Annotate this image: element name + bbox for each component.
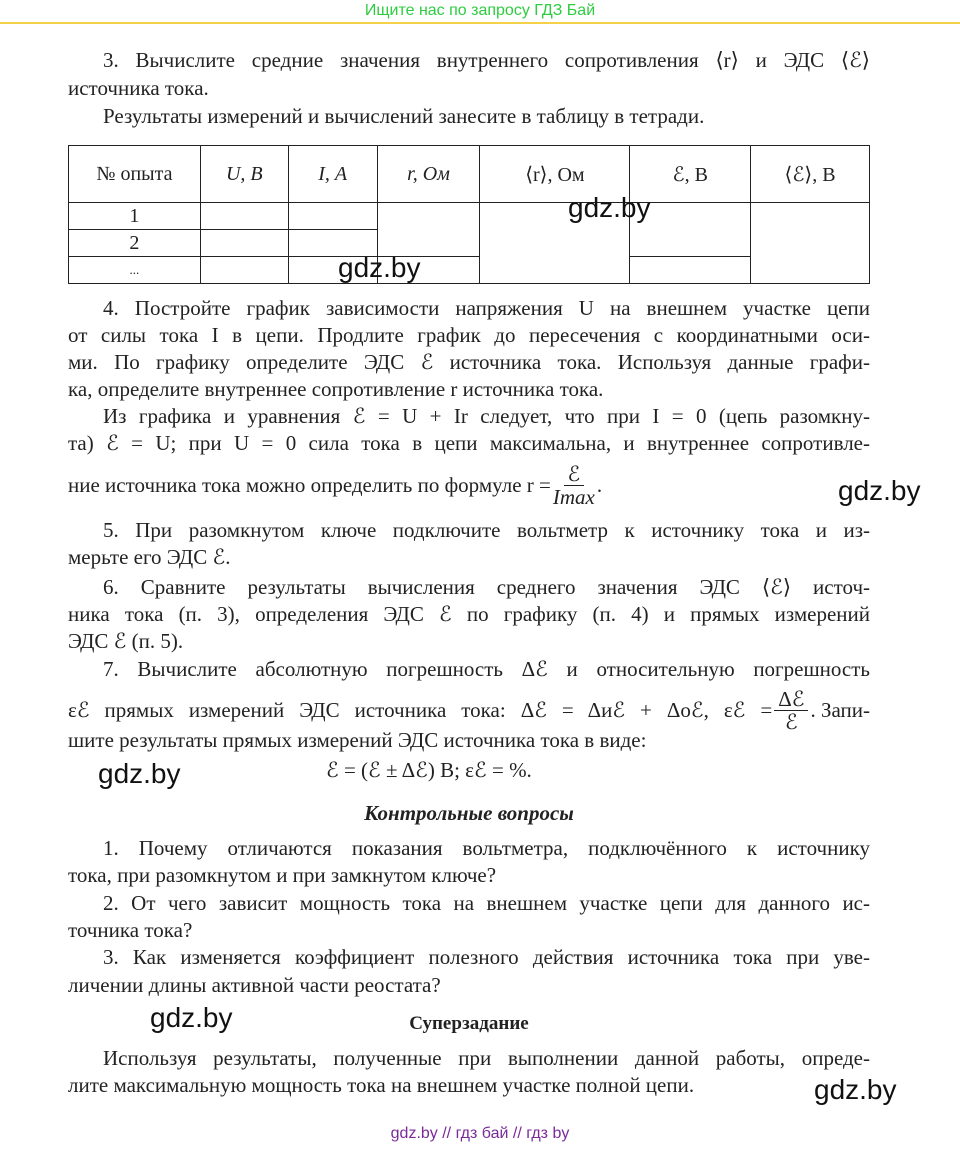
denominator: ℰ bbox=[784, 709, 798, 734]
formula-line bbox=[68, 460, 708, 510]
text-line: ника тока (п. 3), определения ЭДС ℰ по графику (п. 4) и прямых измерений bbox=[68, 602, 870, 626]
text-line: та) ℰ = U; при U = 0 сила тока в цепи максимальна, и внутреннее сопротивле- bbox=[68, 431, 870, 455]
header-cell: ⟨r⟩, Ом bbox=[480, 146, 630, 203]
section-heading: Контрольные вопросы bbox=[364, 801, 574, 825]
text-line: мерьте его ЭДС ℰ. bbox=[68, 545, 231, 569]
results-table bbox=[68, 145, 870, 284]
text-line: тока, при разомкнутом и при замкнутом ключе? bbox=[68, 863, 497, 887]
header-cell: r, Ом bbox=[377, 146, 480, 203]
watermark: gdz.by bbox=[98, 758, 181, 789]
text-line-end: . Запи- bbox=[810, 697, 870, 722]
text-line: 2. От чего зависит мощность тока на внешнем участке цепи для данного ис- bbox=[103, 891, 870, 915]
text-line: 7. Вычислите абсолютную погрешность Δℰ и относительную погрешность bbox=[103, 657, 870, 681]
text-line: ка, определите внутреннее сопротивление r источника тока. bbox=[68, 377, 604, 401]
section-heading: Суперзадание bbox=[409, 1013, 529, 1034]
numerator: ℰ bbox=[564, 463, 585, 486]
text-line: Из графика и уравнения ℰ = U + Ir следует, что при I = 0 (цепь разомкну- bbox=[103, 404, 870, 428]
watermark: gdz.by bbox=[338, 252, 421, 283]
row-number: 1 bbox=[69, 203, 201, 230]
table-cell bbox=[200, 230, 288, 257]
text-line: ние источника тока можно определить по формуле r = bbox=[68, 473, 551, 497]
text-line: ми. По графику определите ЭДС ℰ источника тока. Используя данные графи- bbox=[68, 350, 870, 374]
header-cell: ℰ, В bbox=[630, 146, 751, 203]
text-line: лите максимальную мощность тока на внешнем участке полной цепи. bbox=[68, 1073, 695, 1097]
period: . bbox=[596, 473, 603, 497]
text-line: 4. Постройте график зависимости напряжения U на внешнем участке цепи bbox=[103, 296, 870, 320]
denominator: Imax bbox=[552, 484, 595, 509]
row-number: 2 bbox=[69, 230, 201, 257]
row-number: ... bbox=[69, 257, 201, 284]
text-line: 6. Сравните результаты вычисления среднего значения ЭДС ⟨ℰ⟩ источ- bbox=[103, 575, 870, 599]
result-formula: ℰ = (ℰ ± Δℰ) В; εℰ = %. bbox=[326, 758, 532, 782]
table-cell bbox=[630, 257, 751, 284]
header-cell: № опыта bbox=[69, 146, 201, 203]
text-line: 1. Почему отличаются показания вольтметра, подключённого к источнику bbox=[103, 836, 870, 860]
footer-links[interactable]: gdz.by // гдз бай // гдз by bbox=[390, 1125, 570, 1142]
header-cell: U, В bbox=[200, 146, 288, 203]
text-line: 3. Как изменяется коэффициент полезного действия источника тока при уве- bbox=[103, 945, 870, 969]
header-cell: ⟨ℰ⟩, В bbox=[751, 146, 870, 203]
watermark: gdz.by bbox=[814, 1074, 897, 1105]
text-line: εℰ прямых измерений ЭДС источника тока: Δℰ = Δиℰ + Δоℰ, εℰ = bbox=[68, 697, 773, 722]
table-cell bbox=[200, 257, 288, 284]
numerator: Δℰ bbox=[774, 688, 808, 711]
watermark: gdz.by bbox=[568, 192, 651, 223]
text-line: 3. Вычислите средние значения внутреннего сопротивления ⟨r⟩ и ЭДС ⟨ℰ⟩ bbox=[103, 48, 870, 72]
table-cell bbox=[200, 203, 288, 230]
table-cell bbox=[288, 203, 377, 230]
fraction-r bbox=[553, 463, 595, 508]
text-line: Используя результаты, полученные при выполнении данной работы, опреде- bbox=[103, 1046, 870, 1070]
text-line: личении длины активной части реостата? bbox=[68, 973, 441, 997]
text-line: источника тока. bbox=[68, 76, 209, 100]
header-cell: I, А bbox=[288, 146, 377, 203]
table-cell bbox=[377, 203, 480, 257]
table-cell bbox=[751, 203, 870, 284]
text-line: ЭДС ℰ (п. 5). bbox=[68, 629, 184, 653]
text-line: точника тока? bbox=[68, 918, 193, 942]
fraction-eps bbox=[774, 688, 808, 733]
top-banner[interactable]: Ищите нас по запросу ГДЗ Бай bbox=[0, 0, 960, 24]
text-line: шите результаты прямых измерений ЭДС источника тока в виде: bbox=[68, 728, 647, 752]
watermark: gdz.by bbox=[838, 475, 921, 506]
text-line: Результаты измерений и вычислений занесите в таблицу в тетради. bbox=[103, 104, 705, 128]
text-line: от силы тока I в цепи. Продлите график до пересечения с координатными оси- bbox=[68, 323, 870, 347]
watermark: gdz.by bbox=[150, 1002, 233, 1033]
text-line: 5. При разомкнутом ключе подключите вольтметр к источнику тока и из- bbox=[103, 518, 870, 542]
